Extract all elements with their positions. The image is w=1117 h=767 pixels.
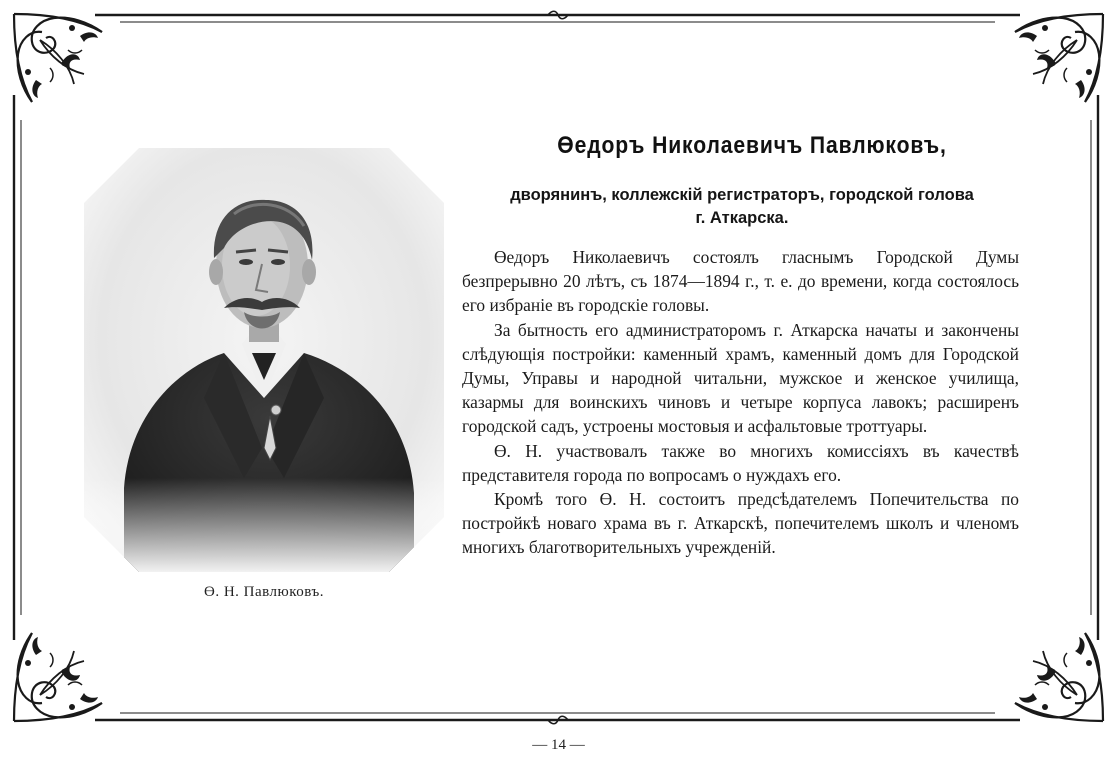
page-title: Өедоръ Николаевичъ Павлюковъ,: [557, 132, 947, 159]
subtitle-line-1: дворянинъ, коллежскій регистраторъ, городской голова: [510, 186, 974, 204]
paragraph: За бытность его администраторомъ г. Аткарска начаты и закончены слѣдующія постройки: каменный храмъ, каменный домъ для Городской Думы, Управы и народной читальни, мужское и женское училища, казармы для воинскихъ чиновъ и четыре корпуса лавокъ; расширенъ городской садъ, устроены мостовыя и асфальтовые троттуары.: [462, 319, 1019, 437]
paragraph: Ө. Н. участвовалъ также во многихъ комиссіяхъ въ качествѣ представителя города по вопросамъ о нуждахъ его.: [462, 440, 1019, 485]
portrait-caption: Ө. Н. Павлюковъ.: [204, 584, 324, 600]
portrait-photo: [84, 148, 444, 572]
corner-ornament-icon: [14, 14, 102, 102]
biography-text: [462, 245, 1019, 560]
corner-ornament-icon: [1015, 633, 1103, 721]
corner-ornament-icon: [14, 633, 102, 721]
paragraph: Өедоръ Николаевичъ состоялъ гласнымъ Городской Думы безпрерывно 20 лѣтъ, съ 1874—1894 г., т. е. до времени, когда состоялось его избраніе въ городскіе головы.: [462, 247, 1019, 316]
portrait-image: [84, 148, 444, 572]
corner-ornament-icon: [1015, 14, 1103, 102]
subtitle-line-2: г. Аткарска.: [695, 209, 789, 227]
subtitle: [472, 184, 1012, 230]
page-number: — 14 —: [532, 737, 585, 753]
paragraph: Кромѣ того Ө. Н. состоитъ предсѣдателемъ Попечительства по постройкѣ новаго храма въ г. Аткарскѣ, попечителемъ школъ и членомъ многихъ благотворительныхъ учрежденій.: [462, 489, 1019, 558]
